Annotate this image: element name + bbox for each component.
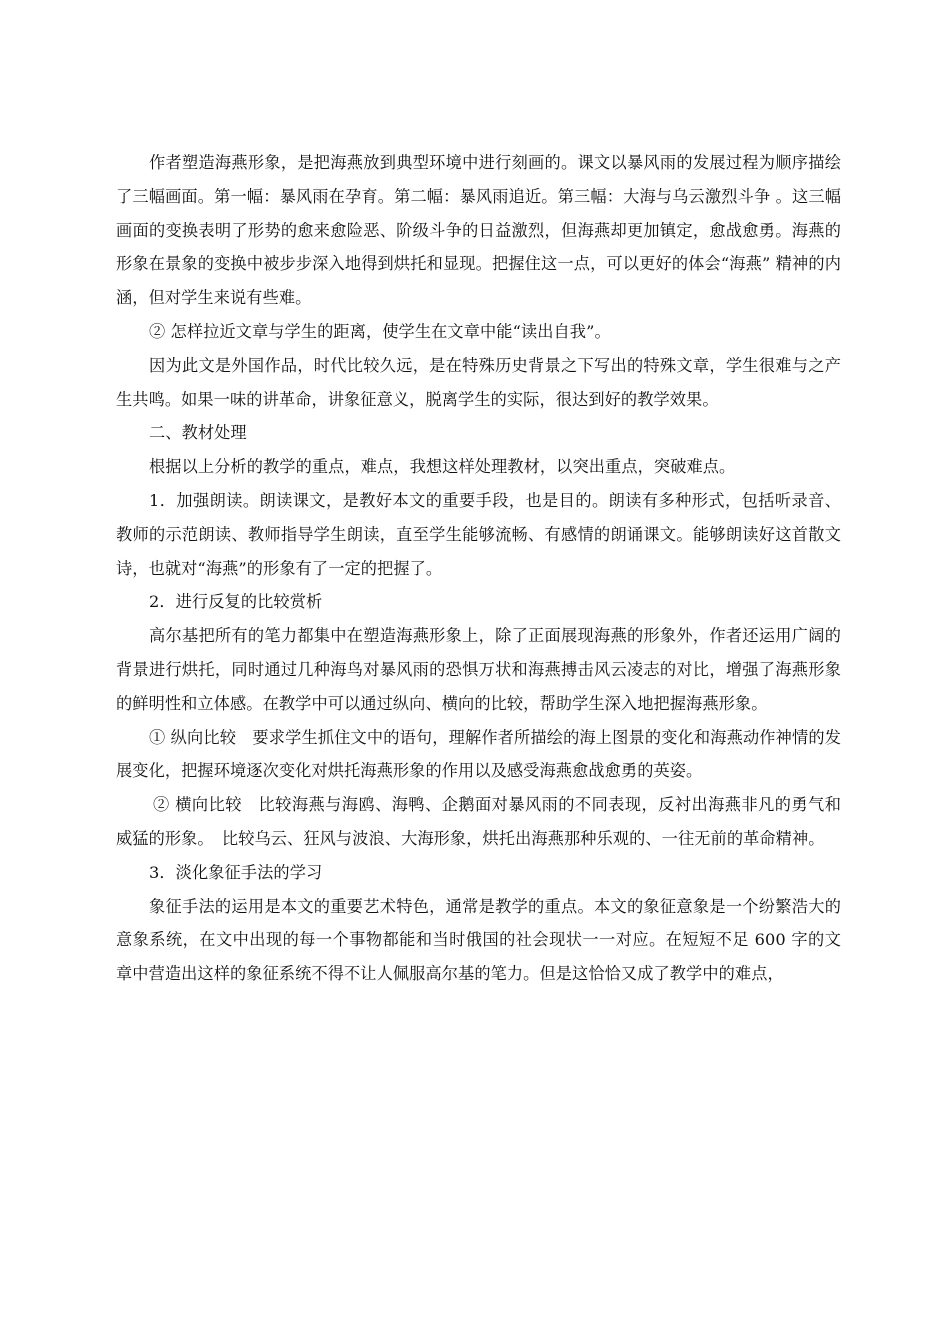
paragraph-intro: 根据以上分析的教学的重点，难点，我想这样处理教材，以突出重点，突破难点。 — [149, 457, 736, 477]
subheading-comparison: 2．进行反复的比较赏析 — [149, 592, 323, 612]
paragraph-question-2: ② 怎样拉近文章与学生的距离，使学生在文章中能“读出自我”。 — [149, 321, 611, 341]
paragraph-vertical: ① 纵向比较 要求学生抓住文中的语句，理解作者所描绘的海上图景的变化和海燕动作神情的发展变化，把握环境逐次变化对烘托海燕形象的作用以及感受海燕愈战愈勇的英姿。 — [116, 727, 841, 781]
paragraph-symbolism: 象征手法的运用是本文的重要艺术特色，通常是教学的重点。本文的象征意象是一个纷繁浩大的意象系统，在文中出现的每一个事物都能和当时俄国的社会现状一一对应。在短短不足 600 字的文章中营造出这样的象征系统不得不让人佩服高尔基的笔力。但是这恰恰又成了教学中的难点， — [116, 896, 841, 984]
paragraph-horizontal: ② 横向比较 比较海燕与海鸥、海鸭、企鹅面对暴风雨的不同表现，反衬出海燕非凡的勇气和威猛的形象。 比较乌云、狂风与波浪、大海形象，烘托出海燕那种乐观的、一往无前的革命精神。 — [116, 795, 841, 848]
document-page — [116, 146, 841, 991]
subheading-symbolism: 3．淡化象征手法的学习 — [149, 862, 323, 882]
paragraph-reason: 因为此文是外国作品，时代比较久远，是在特殊历史背景之下写出的特殊文章，学生很难与之产生共鸣。如果一味的讲革命，讲象征意义，脱离学生的实际，很达到好的教学效果。 — [116, 355, 841, 409]
paragraph-gorky: 高尔基把所有的笔力都集中在塑造海燕形象上，除了正面展现海燕的形象外，作者还运用广阔的背景进行烘托，同时通过几种海鸟对暴风雨的恐惧万状和海燕搏击风云凌志的对比，增强了海燕形象的鲜明性和立体感。在教学中可以通过纵向、横向的比较，帮助学生深入地把握海燕形象。 — [116, 626, 841, 713]
paragraph-reading: 1．加强朗读。朗读课文，是教好本文的重要手段，也是目的。朗读有多种形式，包括听录音、教师的示范朗读、教师指导学生朗读，直至学生能够流畅、有感情的朗诵课文。能够朗读好这首散文诗，也就对“海燕”的形象有了一定的把握了。 — [116, 490, 841, 578]
paragraph-portrayal: 作者塑造海燕形象，是把海燕放到典型环境中进行刻画的。课文以暴风雨的发展过程为顺序描绘了三幅画面。第一幅：暴风雨在孕育。第二幅：暴风雨追近。第三幅：大海与乌云激烈斗争 。这三幅画面的变换表明了形势的愈来愈险恶、阶级斗争的日益激烈，但海燕却更加镇定，愈战愈勇。海燕的形象在景象的变换中被步步深入地得到烘托和显现。把握住这一点，可以更好的体会“海燕” 精神的内涵，但对学生来说有些难。 — [116, 153, 841, 308]
section-heading-material: 二、教材处理 — [149, 423, 247, 443]
